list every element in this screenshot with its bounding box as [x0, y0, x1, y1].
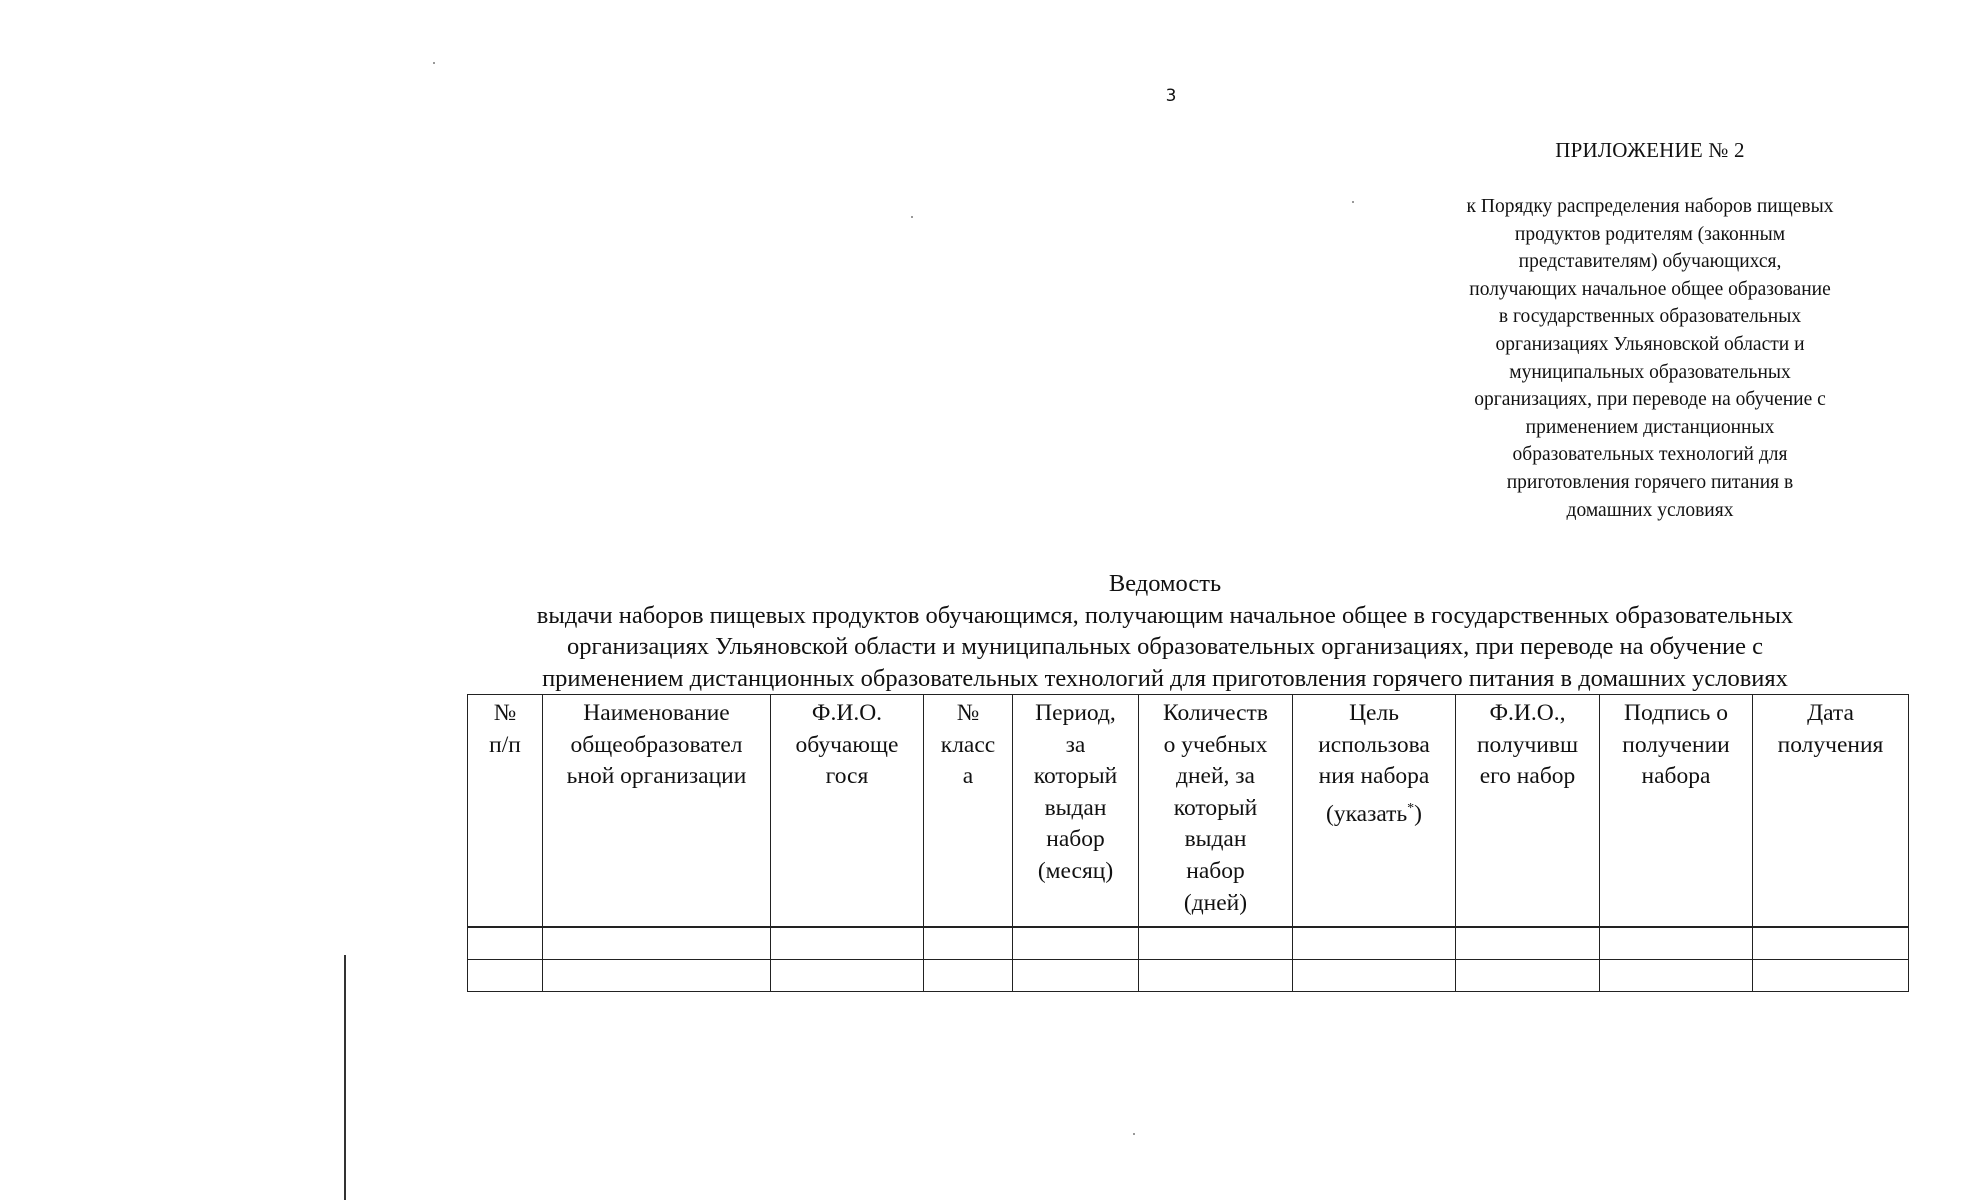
appendix-subtitle-line: применением дистанционных [1525, 416, 1775, 438]
column-header-date: Дата получения [1753, 695, 1909, 927]
column-header-class: № класс а [924, 695, 1013, 927]
margin-rule [344, 955, 346, 1200]
table-cell [771, 928, 924, 960]
table-cell [1013, 928, 1139, 960]
appendix-subtitle-line: образовательных технологий для [1512, 444, 1788, 466]
table-cell [1293, 960, 1456, 992]
table-cell [468, 960, 543, 992]
table-cell [1456, 928, 1600, 960]
table-header-row [468, 695, 1909, 927]
appendix-subtitle-line: организациях Ульяновской области и [1495, 333, 1805, 355]
table-cell [1139, 928, 1293, 960]
table-cell [543, 960, 771, 992]
table-cell [924, 960, 1013, 992]
appendix-subtitle-line: в государственных образовательных [1498, 306, 1802, 328]
table-cell [1139, 960, 1293, 992]
appendix-subtitle-line: организациях, при переводе на обучение с [1474, 389, 1826, 411]
register-table [467, 694, 1909, 992]
table-cell [924, 928, 1013, 960]
column-header-purpose: Цель использова ния набора (указать*) [1293, 695, 1456, 927]
column-header-days: Количеств о учебных дней, за который выдан набор (дней) [1139, 695, 1293, 927]
table-cell [1753, 928, 1909, 960]
table-cell [1600, 960, 1753, 992]
table-cell [1456, 960, 1600, 992]
column-header-signature: Подпись о получении набора [1600, 695, 1753, 927]
footnote-marker: * [1407, 800, 1415, 816]
column-header-recipient-name: Ф.И.О., получивш его набор [1456, 695, 1600, 927]
scan-speck [1352, 201, 1354, 203]
table-row [468, 960, 1909, 992]
column-header-student-name: Ф.И.О. обучающе гося [771, 695, 924, 927]
table-cell [543, 928, 771, 960]
scan-speck [1133, 1133, 1135, 1135]
purpose-note-label: (указать [1326, 800, 1408, 827]
table-cell [1600, 928, 1753, 960]
appendix-subtitle-line: получающих начальное общее образование [1469, 278, 1831, 300]
scan-speck [433, 62, 435, 64]
column-header-period: Период, за который выдан набор (месяц) [1013, 695, 1139, 927]
table-cell [1293, 928, 1456, 960]
appendix-subtitle [1405, 193, 1895, 524]
appendix-subtitle-line: домашних условиях [1566, 499, 1734, 521]
appendix-subtitle-line: продуктов родителям (законным [1514, 223, 1786, 245]
appendix-subtitle-line: представителям) обучающихся, [1518, 251, 1782, 273]
document-subtitle-line: организациях Ульяновской области и муниципальных образовательных организациях, при переводе на обучение с [567, 633, 1763, 660]
document-subtitle-line: применением дистанционных образовательных технологий для приготовления горячего питания в домашних условиях [542, 664, 1788, 692]
document-heading [400, 568, 1930, 694]
appendix-title: ПРИЛОЖЕНИЕ № 2 [1555, 138, 1745, 162]
table-cell [1013, 960, 1139, 992]
column-header-number: № п/п [468, 695, 543, 927]
document-subtitle-line: выдачи наборов пищевых продуктов обучающимся, получающим начальное общее в государственных образовательных [536, 601, 1794, 629]
appendix-subtitle-line: муниципальных образовательных [1509, 361, 1791, 383]
document-title: Ведомость [1108, 570, 1222, 597]
page-number: 3 [1165, 86, 1177, 106]
appendix-subtitle-line: к Порядку распределения наборов пищевых [1466, 196, 1834, 217]
column-header-organization: Наименование общеобразовател ьной организации [543, 695, 771, 927]
table-row [468, 928, 1909, 960]
scan-speck [911, 216, 913, 218]
table-cell [771, 960, 924, 992]
table-cell [1753, 960, 1909, 992]
table-cell [468, 928, 543, 960]
appendix-subtitle-line: приготовления горячего питания в [1506, 471, 1794, 493]
